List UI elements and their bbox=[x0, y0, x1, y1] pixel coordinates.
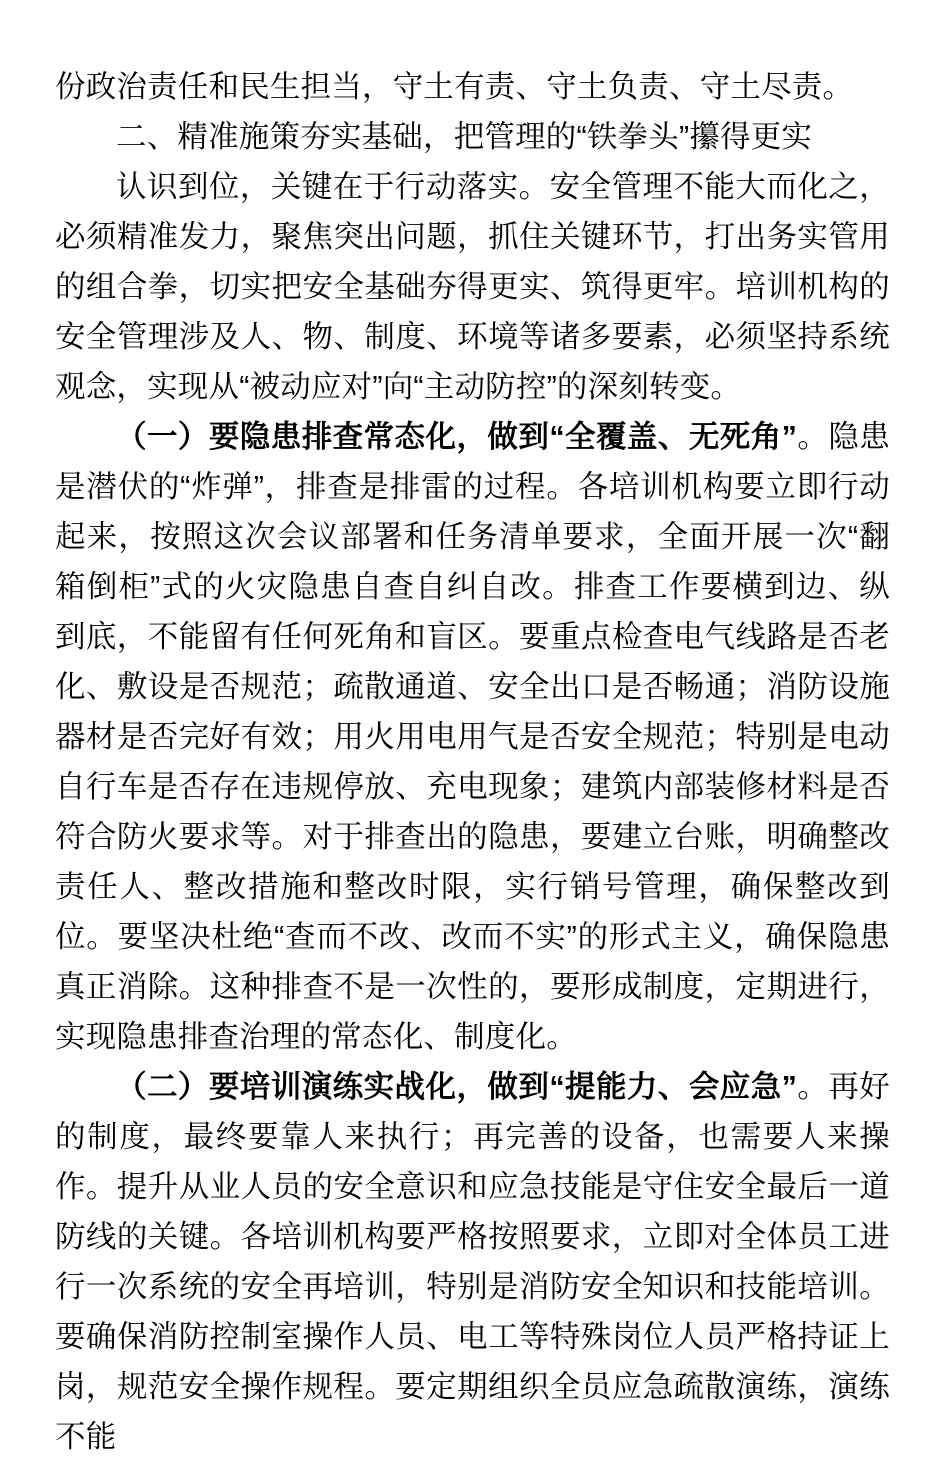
paragraph-continuation: 份政治责任和民生担当，守土有责、守土负责、守土尽责。 bbox=[55, 70, 854, 104]
subsection-one-bold-lead: （一）要隐患排查常态化，做到“全覆盖、无死角” bbox=[116, 420, 798, 454]
paragraph-subsection-two bbox=[55, 1062, 890, 1462]
document-body bbox=[55, 62, 890, 1462]
paragraph-intro: 认识到位，关键在于行动落实。安全管理不能大而化之，必须精准发力，聚焦突出问题，抓住关键环节，打出务实管用的组合拳，切实把安全基础夯得更实、筑得更牢。培训机构的安全管理涉及人、物、制度、环境等诸多要素，必须坚持系统观念，实现从“被动应对”向“主动防控”的深刻转变。 bbox=[55, 170, 890, 404]
subsection-one-body: 。隐患是潜伏的“炸弹”，排查是排雷的过程。各培训机构要立即行动起来，按照这次会议部署和任务清单要求，全面开展一次“翻箱倒柜”式的火灾隐患自查自纠自改。排查工作要横到边、纵到底，不能留有任何死角和盲区。要重点检查电气线路是否老化、敷设是否规范；疏散通道、安全出口是否畅通；消防设施器材是否完好有效；用火用电用气是否安全规范；特别是电动自行车是否存在违规停放、充电现象；建筑内部装修材料是否符合防火要求等。对于排查出的隐患，要建立台账，明确整改责任人、整改措施和整改时限，实行销号管理，确保整改到位。要坚决杜绝“查而不改、改而不实”的形式主义，确保隐患真正消除。这种排查不是一次性的，要形成制度，定期进行，实现隐患排查治理的常态化、制度化。 bbox=[55, 420, 890, 1054]
subsection-two-bold-lead: （二）要培训演练实战化，做到“提能力、会应急” bbox=[116, 1070, 798, 1104]
paragraph-subsection-one bbox=[55, 412, 890, 1062]
subsection-two-body: 。再好的制度，最终要靠人来执行；再完善的设备，也需要人来操作。提升从业人员的安全意识和应急技能是守住安全最后一道防线的关键。各培训机构要严格按照要求，立即对全体员工进行一次系统的安全再培训，特别是消防安全知识和技能培训。要确保消防控制室操作人员、电工等特殊岗位人员严格持证上岗，规范安全操作规程。要定期组织全员应急疏散演练，演练不能 bbox=[55, 1070, 890, 1454]
section-heading-two: 二、精准施策夯实基础，把管理的“铁拳头”攥得更实 bbox=[116, 120, 813, 154]
